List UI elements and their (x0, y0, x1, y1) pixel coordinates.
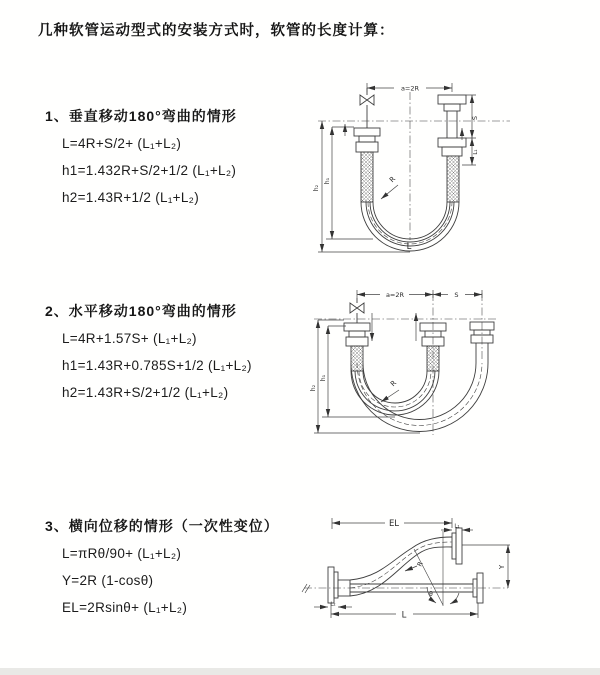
d1-right-fitting (438, 95, 466, 202)
d2-dim-label-h1: h₁ (320, 374, 327, 382)
d3-left-flange (328, 567, 350, 603)
d3-drawing (302, 528, 508, 606)
d2-radius-label: R (389, 379, 399, 389)
d3-dim-label-l2: L₂ (330, 601, 336, 608)
section3-formula-Y: Y=2R (1-cosθ) (62, 573, 154, 588)
section3-formula-EL: EL=2Rsinθ+ (L₁+L₂) (62, 600, 188, 615)
d1-dim-label-h1: h₁ (324, 177, 331, 185)
page-title: 几种软管运动型式的安装方式时，软管的长度计算： (38, 23, 395, 39)
d2-valve-icon (350, 303, 364, 313)
d1-valve-icon (360, 95, 374, 105)
d2-dim-label-a2r: a=2R (385, 291, 405, 299)
d1-length-label: L (406, 242, 412, 252)
d3-dim-label-l1: L₁ (454, 523, 460, 530)
d1-left-fitting (354, 128, 380, 202)
diagram-horizontal-180 (308, 283, 598, 463)
d3-dim-label-el: EL (388, 519, 400, 529)
section1-heading: 1、垂直移动180°弯曲的情形 (45, 108, 237, 124)
section3-heading: 3、横向位移的情形（一次性变位） (45, 518, 279, 534)
d3-angle-label: θ (429, 591, 433, 598)
d2-drawing (314, 293, 496, 435)
d2-dim-label-s: S (454, 291, 459, 299)
d3-axis-break-mark (302, 584, 310, 593)
d2-middle-hose-braid (427, 346, 439, 371)
d1-dim-label-a2r: a=2R (400, 84, 420, 93)
d1-dim-label-l1: L₁ (473, 149, 479, 155)
diagram-vertical-180 (310, 78, 535, 263)
section2-formula-h1: h1=1.43R+0.785S+1/2 (L₁+L₂) (62, 358, 252, 373)
section2-heading: 2、水平移动180°弯曲的情形 (45, 303, 237, 319)
d1-right-hose-braid (447, 156, 459, 202)
d1-left-hose-braid (361, 152, 373, 202)
d2-dimensions (314, 290, 482, 433)
section2-formula-h2: h2=1.43R+S/2+1/2 (L₁+L₂) (62, 385, 229, 400)
section2-formula-L: L=4R+1.57S+ (L₁+L₂) (62, 331, 197, 346)
d1-dim-label-h2: h₂ (313, 184, 320, 192)
d1-radius-label: R (388, 175, 398, 185)
d3-upper-right-flange (452, 528, 462, 564)
d2-dim-label-h2: h₂ (310, 384, 317, 392)
d1-dim-label-s: S (471, 115, 479, 121)
section1-formula-h1: h1=1.432R+S/2+1/2 (L₁+L₂) (62, 163, 237, 178)
section3-formula-L: L=πRθ/90+ (L₁+L₂) (62, 546, 182, 561)
diagram-lateral-displacement (300, 505, 535, 635)
section1-formula-h2: h2=1.43R+1/2 (L₁+L₂) (62, 190, 200, 205)
d3-dim-label-y: Y (498, 564, 506, 570)
d3-radius-label: R (415, 560, 425, 568)
section1-formula-L: L=4R+S/2+ (L₁+L₂) (62, 136, 182, 151)
d1-drawing (318, 88, 510, 251)
page-bottom-edge (0, 668, 600, 675)
d3-hose-curve (350, 537, 452, 596)
d3-dim-label-l: L (401, 610, 407, 621)
d2-middle-fitting (420, 323, 446, 371)
